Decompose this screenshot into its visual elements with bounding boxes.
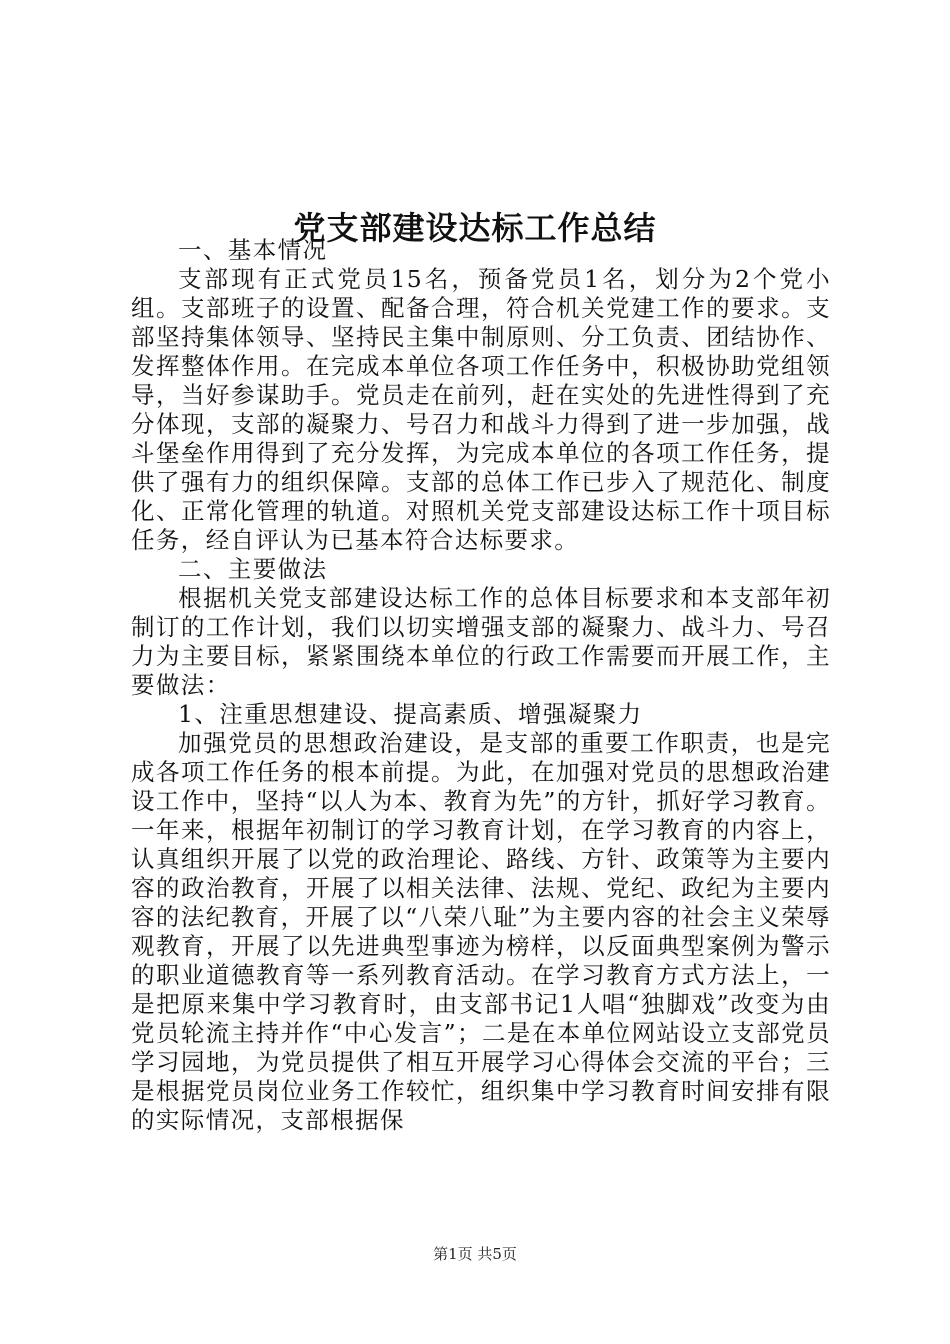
section-heading-basic-situation: 一、基本情况 — [178, 236, 328, 264]
paragraph-main-practices-intro: 根据机关党支部建设达标工作的总体目标要求和本支部年初制订的工作计划，我们以切实增强支部的凝聚力、战斗力、号召力为主要目标，紧紧围绕本单位的行政工作需要而开展工作，主要做法： — [131, 584, 831, 699]
page-footer: 第1页 共5页 — [433, 1245, 517, 1263]
paragraph-basic-situation: 支部现有正式党员15名，预备党员1名，划分为2个党小组。支部班子的设置、配备合理，符合机关党建工作的要求。支部坚持集体领导、坚持民主集中制原则、分工负责、团结协作、发挥整体作用。在完成本单位各项工作任务中，积极协助党组领导，当好参谋助手。党员走在前列，赶在实处的先进性得到了充分体现，支部的凝聚力、号召力和战斗力得到了进一步加强，战斗堡垒作用得到了充分发挥，为完成本单位的各项工作任务，提供了强有力的组织保障。支部的总体工作已步入了规范化、制度化、正常化管理的轨道。对照机关党支部建设达标工作十项目标任务，经自评认为已基本符合达标要求。 — [131, 265, 831, 554]
section-heading-main-practices: 二、主要做法 — [178, 555, 328, 583]
subsection-heading-ideological-building: 1、注重思想建设、提高素质、增强凝聚力 — [178, 700, 643, 728]
paragraph-ideological-building: 加强党员的思想政治建设，是支部的重要工作职责，也是完成各项工作任务的根本前提。为此，在加强对党员的思想政治建设工作中，坚持“以人为本、教育为先”的方针，抓好学习教育。一年来，根据年初制订的学习教育计划，在学习教育的内容上，认真组织开展了以党的政治理论、路线、方针、政策等为主要内容的政治教育，开展了以相关法律、法规、党纪、政纪为主要内容的法纪教育，开展了以“八荣八耻”为主要内容的社会主义荣辱观教育，开展了以先进典型事迹为榜样，以反面典型案例为警示的职业道德教育等一系列教育活动。在学习教育方式方法上，一是把原来集中学习教育时，由支部书记1人唱“独脚戏”改变为由党员轮流主持并作“中心发言”；二是在本单位网站设立支部党员学习园地，为党员提供了相互开展学习心得体会交流的平台；三是根据党员岗位业务工作较忙，组织集中学习教育时间安排有限的实际情况，支部根据保 — [131, 729, 831, 1134]
document-title: 党支部建设达标工作总结 — [293, 209, 657, 248]
document-body — [131, 236, 831, 1135]
